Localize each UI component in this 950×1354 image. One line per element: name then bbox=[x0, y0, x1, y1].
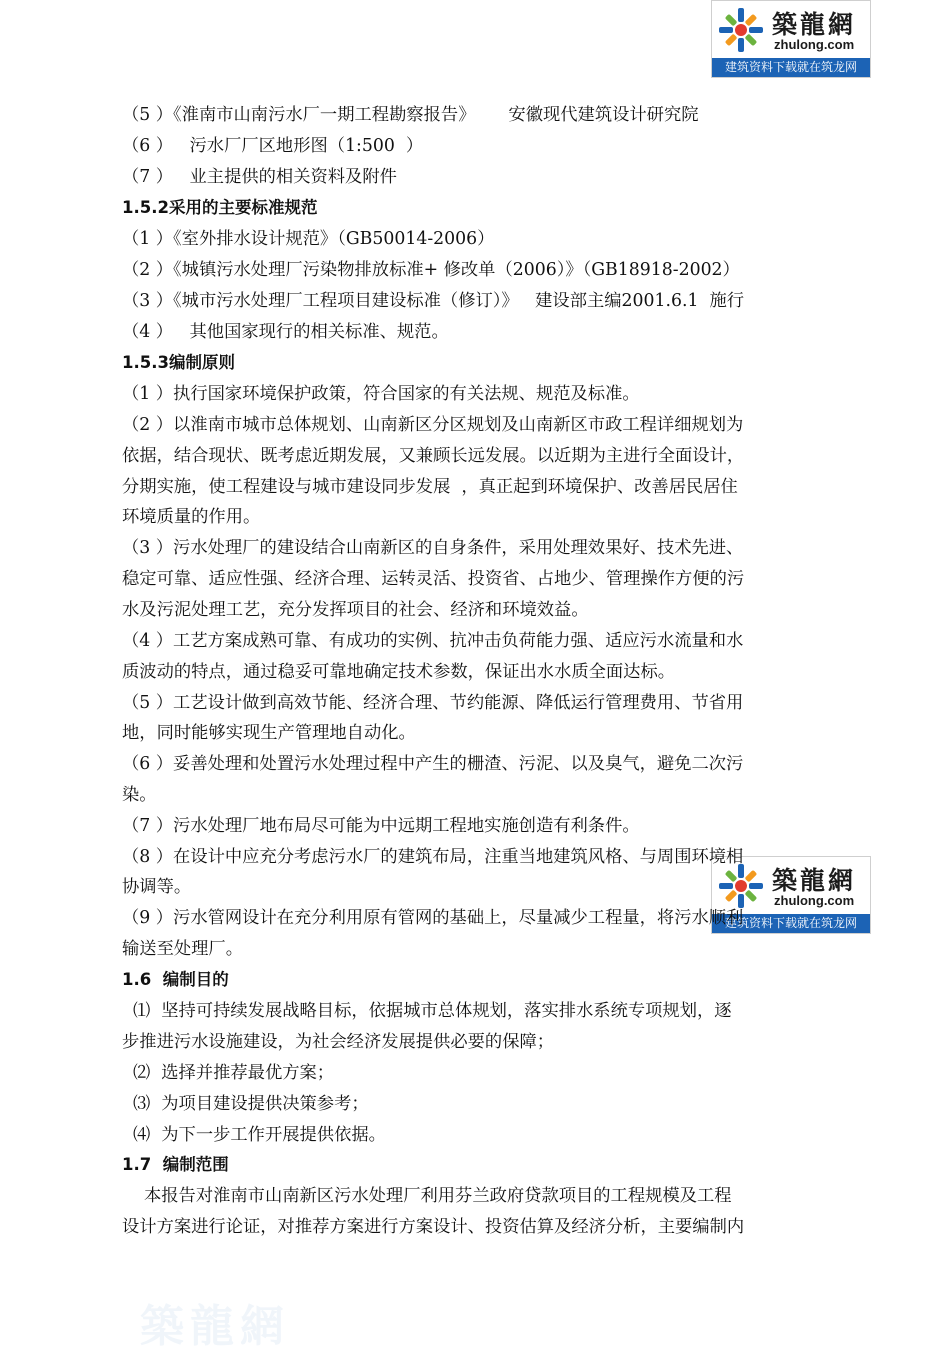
text-line: 步推进污水设施建设，为社会经济发展提供必要的保障； bbox=[122, 1032, 555, 1052]
text-line: ⑶ 为项目建设提供决策参考； bbox=[122, 1094, 369, 1114]
logo-domain: zhulong.com bbox=[774, 893, 855, 908]
section-heading: 1.5.3编制原则 bbox=[122, 353, 235, 372]
logo-slogan: 建筑资料下载就在筑龙网 bbox=[712, 58, 870, 77]
text-line: （3 ）《城市污水处理厂工程项目建设标准（修订）》 建设部主编2001.6.1 施行 bbox=[122, 291, 745, 311]
section-heading: 1.7 编制范围 bbox=[122, 1155, 229, 1174]
text-line: 地，同时能够实现生产管理地自动化。 bbox=[122, 723, 416, 743]
text-line: （2 ）《城镇污水处理厂污染物排放标准+ 修改单（2006）》（GB18918-2002） bbox=[122, 260, 740, 280]
text-line: ⑷ 为下一步工作开展提供依据。 bbox=[122, 1125, 386, 1145]
text-line: （6 ）妥善处理和处置污水处理过程中产生的栅渣、污泥、以及臭气，避免二次污 bbox=[122, 754, 744, 774]
snowflake-emblem-icon bbox=[716, 5, 766, 55]
bottom-watermark bbox=[140, 1290, 820, 1352]
text-line: 水及污泥处理工艺，充分发挥项目的社会、经济和环境效益。 bbox=[122, 600, 589, 620]
text-line: 环境质量的作用。 bbox=[122, 507, 261, 527]
text-line: （8 ）在设计中应充分考虑污水厂的建筑布局，注重当地建筑风格、与周围环境相 bbox=[122, 847, 744, 867]
text-line: 质波动的特点，通过稳妥可靠地确定技术参数，保证出水水质全面达标。 bbox=[122, 662, 676, 682]
text-line: 协调等。 bbox=[122, 877, 192, 897]
text-line: （7 ）污水处理厂地布局尽可能为中远期工程地实施创造有利条件。 bbox=[122, 816, 640, 836]
text-line: （6 ） 污水厂厂区地形图（1:500 ） bbox=[122, 136, 424, 156]
text-line: 分期实施，使工程建设与城市建设同步发展 ，真正起到环境保护、改善居民居住 bbox=[122, 477, 738, 497]
watermark-logo-text: 築龍網 bbox=[140, 1301, 290, 1352]
zhulong-logo-top bbox=[711, 0, 871, 78]
text-line: 本报告对淮南市山南新区污水处理厂利用芬兰政府贷款项目的工程规模及工程 bbox=[122, 1186, 732, 1206]
logo-slogan: 建筑资料下载就在筑龙网 bbox=[712, 914, 870, 933]
logo-domain: zhulong.com bbox=[774, 37, 855, 52]
text-line: （4 ）工艺方案成熟可靠、有成功的实例、抗冲击负荷能力强、适应污水流量和水 bbox=[122, 631, 744, 651]
text-line: 稳定可靠、适应性强、经济合理、运转灵活、投资省、占地少、管理操作方便的污 bbox=[122, 569, 745, 589]
text-line: ⑵ 选择并推荐最优方案； bbox=[122, 1063, 335, 1083]
text-line: （3 ）污水处理厂的建设结合山南新区的自身条件，采用处理效果好、技术先进、 bbox=[122, 538, 744, 558]
text-line: （1 ）《室外排水设计规范》（GB50014-2006） bbox=[122, 229, 495, 249]
text-line: （5 ）《淮南市山南污水厂一期工程勘察报告》 安徽现代建筑设计研究院 bbox=[122, 105, 699, 125]
section-heading: 1.6 编制目的 bbox=[122, 970, 229, 989]
text-line: （9 ）污水管网设计在充分利用原有管网的基础上，尽量减少工程量，将污水顺利 bbox=[122, 908, 744, 928]
logo-chinese-name: 築龍網 bbox=[772, 10, 857, 39]
text-line: （1 ）执行国家环境保护政策，符合国家的有关法规、规范及标准。 bbox=[122, 384, 640, 404]
text-line: 染。 bbox=[122, 785, 157, 805]
text-line: 设计方案进行论证，对推荐方案进行方案设计、投资估算及经济分析，主要编制内 bbox=[122, 1217, 745, 1237]
logo-chinese-name: 築龍網 bbox=[772, 866, 857, 895]
text-line: （5 ）工艺设计做到高效节能、经济合理、节约能源、降低运行管理费用、节省用 bbox=[122, 693, 744, 713]
text-line: （2 ）以淮南市城市总体规划、山南新区分区规划及山南新区市政工程详细规划为 bbox=[122, 415, 744, 435]
text-line: （4 ） 其他国家现行的相关标准、规范。 bbox=[122, 322, 449, 342]
text-line: 输送至处理厂。 bbox=[122, 939, 243, 959]
section-heading: 1.5.2采用的主要标准规范 bbox=[122, 198, 318, 217]
text-line: ⑴ 坚持可持续发展战略目标，依据城市总体规划，落实排水系统专项规划，逐 bbox=[122, 1001, 732, 1021]
text-line: （7 ） 业主提供的相关资料及附件 bbox=[122, 167, 397, 187]
text-line: 依据，结合现状、既考虑近期发展，又兼顾长远发展。以近期为主进行全面设计， bbox=[122, 446, 745, 466]
